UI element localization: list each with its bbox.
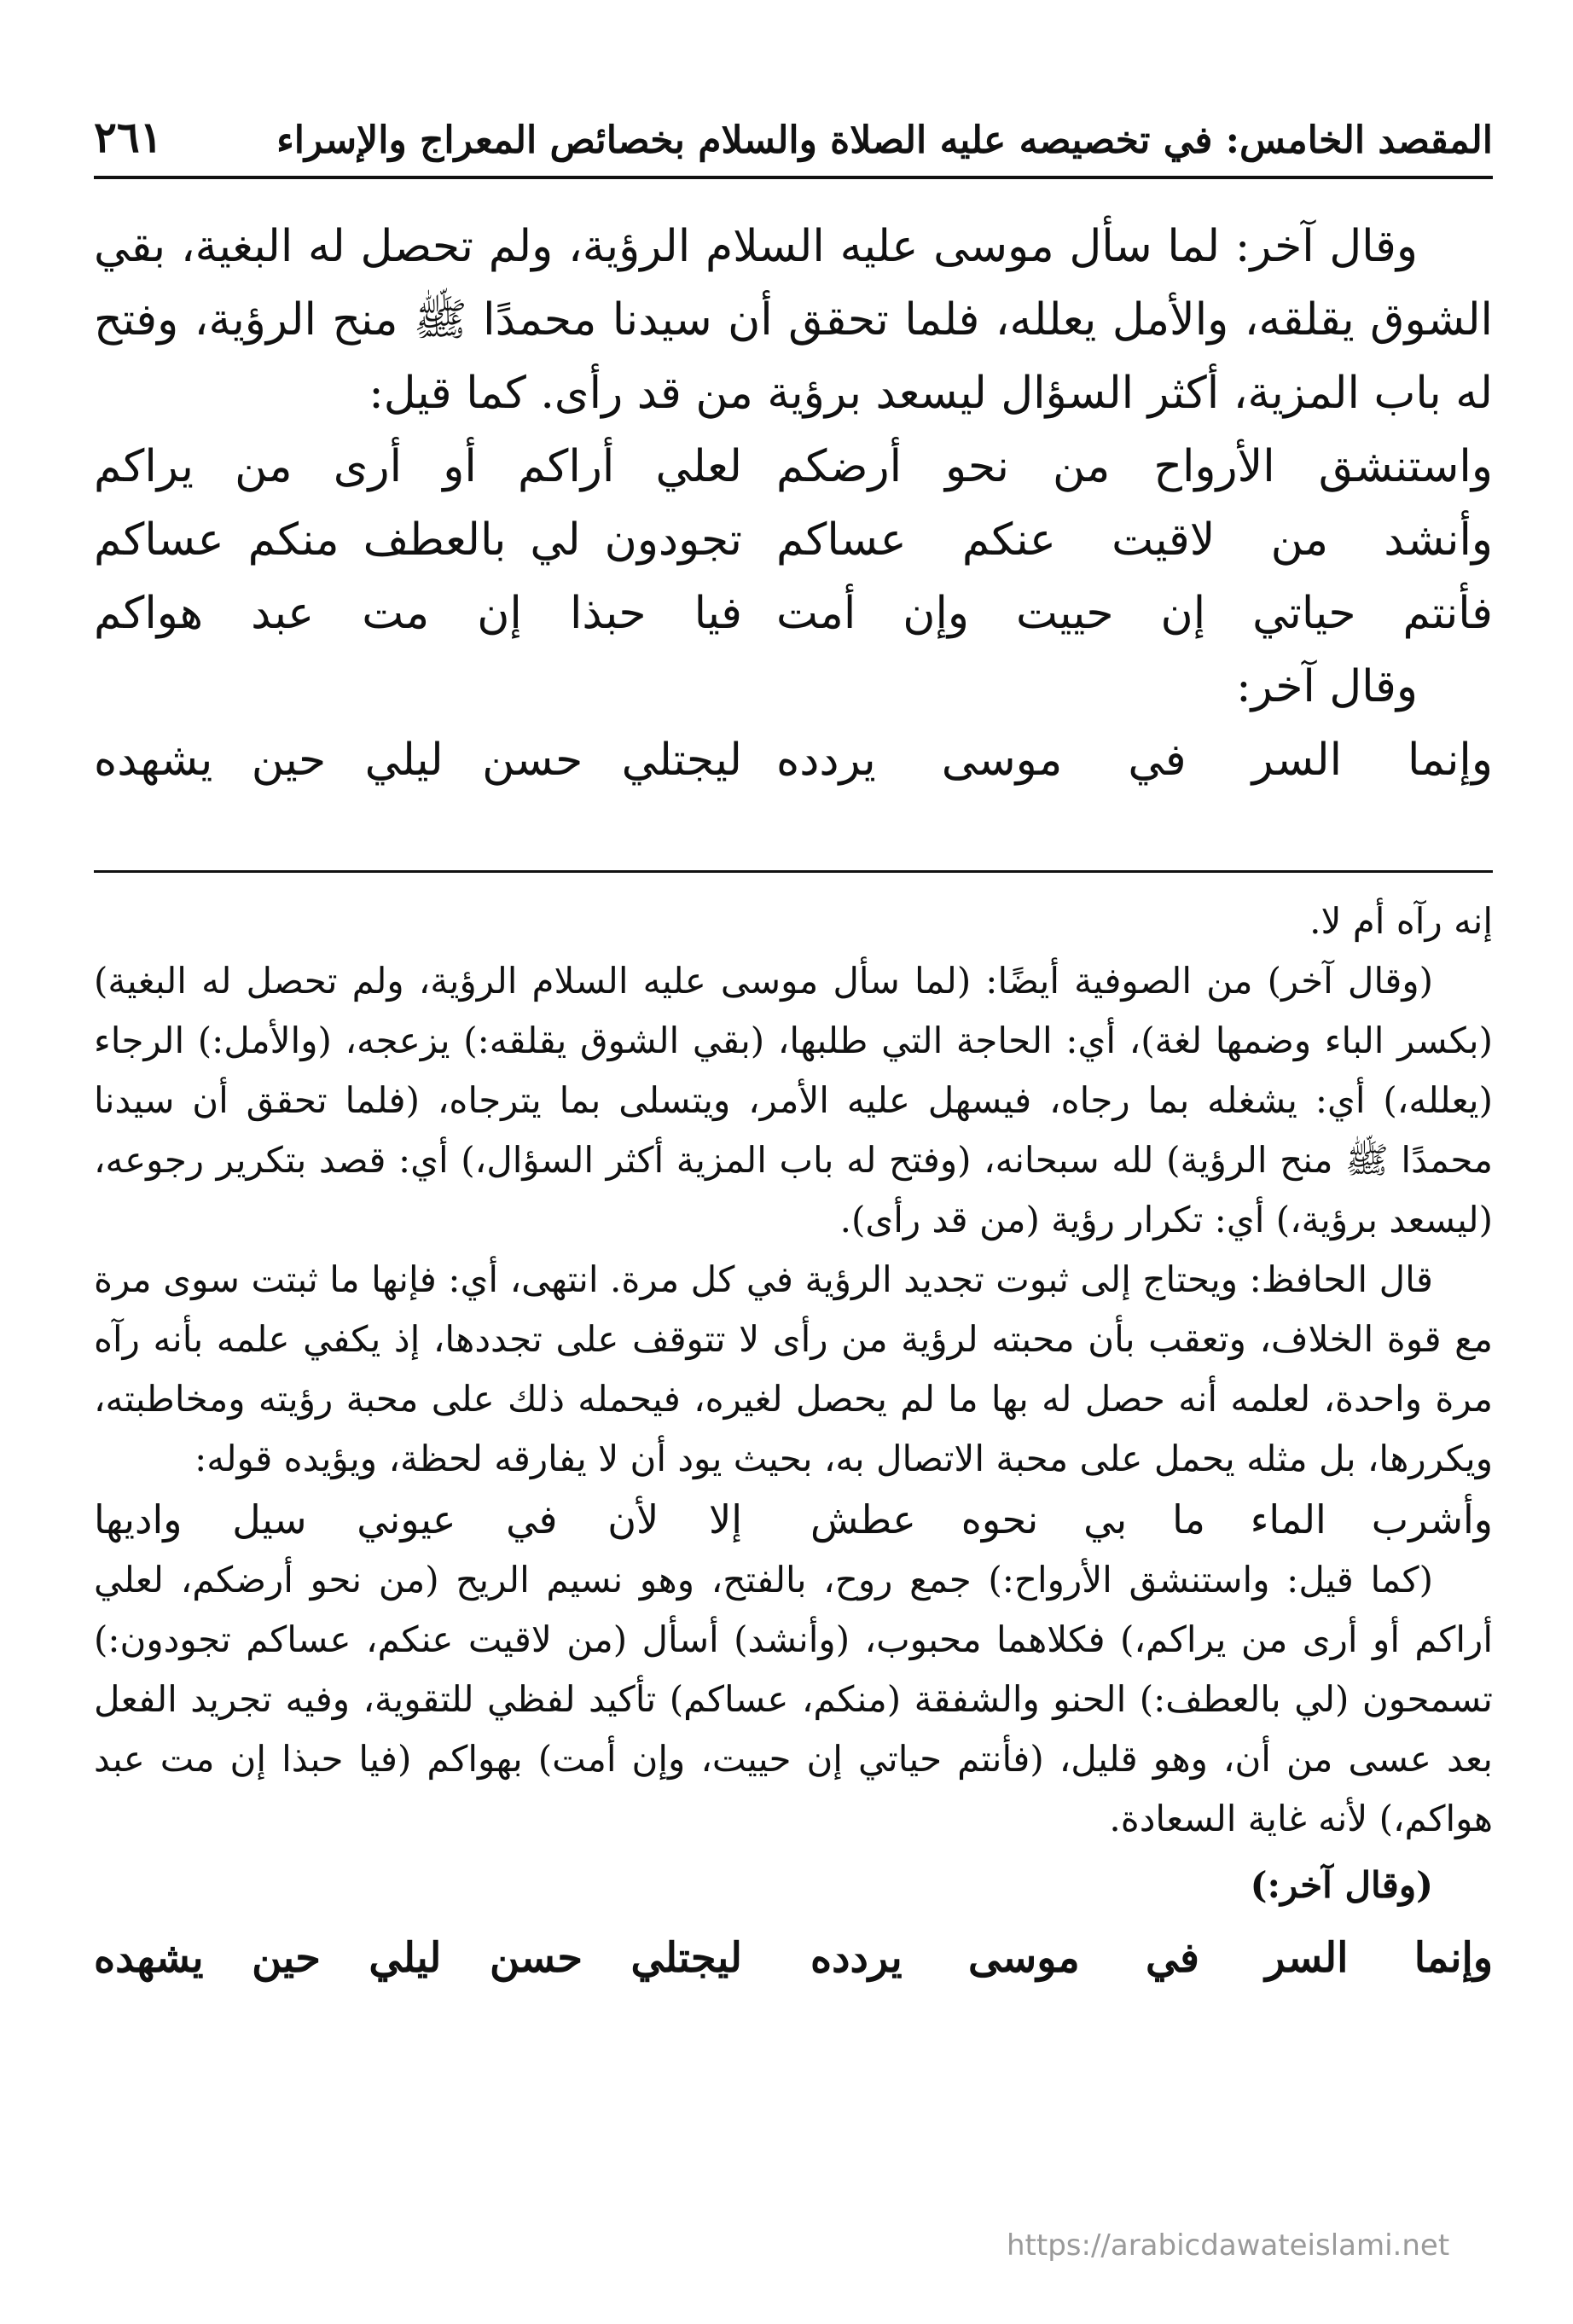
verse-second-hemistich: لعلي أراكم أو أرى من يراكم: [94, 441, 742, 492]
speaker-label: (وقال آخر:): [1250, 1864, 1433, 1906]
commentary-verse: [94, 1927, 1493, 1989]
verse-first-hemistich: وأشرب الماء ما بي نحوه عطش: [810, 1496, 1493, 1543]
verse-first-hemistich: وإنما السر في موسى يردده: [776, 735, 1493, 786]
speaker-label: وقال آخر:: [1236, 661, 1418, 712]
verse-second-hemistich: فيا حبذا إن مت عبد هواكم: [94, 588, 742, 639]
commentary-paragraph: (وقال آخر) من الصوفية أيضًا: (لما سأل موسى عليه السلام الرؤية، ولم تحصل له البغية) (بكسر الباء وضمها لغة)، أي: الحاجة التي طلبها، (بقي الشوق يقلقه:) يزعجه، (والأمل:) الرجاء (يعلله،) أي: يشغله بما رجاه، فيسهل عليه الأمر، ويتسلى بما يترجاه، (فلما تحقق أن سيدنا محمدًا ﷺ منح الرؤية) لله سبحانه، (وفتح له باب المزية أكثر السؤال،) أي: قصد بتكرير رجوعه، (ليسعد برؤية،) أي: تكرار رؤية (من قد رأى).: [94, 960, 1493, 1240]
commentary-paragraph: إنه رآه أم لا.: [1309, 900, 1493, 942]
running-title: المقصد الخامس: في تخصيصه عليه الصلاة والسلام بخصائص المعراج والإسراء: [276, 119, 1493, 162]
poem-verse: [94, 430, 1493, 503]
verse-first-hemistich: واستنشق الأرواح من نحو أرضكم: [776, 441, 1493, 492]
footnote-separator: [94, 870, 1493, 873]
poem-verse: [94, 723, 1493, 797]
verse-first-hemistich: وأنشد من لاقيت عنكم عساكم: [776, 514, 1493, 566]
commentary-paragraph: قال الحافظ: ويحتاج إلى ثبوت تجديد الرؤية في كل مرة. انتهى، أي: فإنها ما ثبتت سوى مرة مع قوة الخلاف، وتعقب بأن محبته لرؤية من رأى لا تتوقف على تجددها، إذ يكفي علمه بأنه رآه مرة واحدة، لعلمه أنه حصل له بها ما لم يحصل لغيره، فيحمله ذلك على محبة رؤيته ومخاطبته، ويكررها، بل مثله يحمل على محبة الاتصال به، بحيث يود أن لا يفارقه لحظة، ويؤيده قوله:: [94, 1258, 1493, 1479]
commentary-text: [94, 892, 1493, 1989]
verse-first-hemistich: فأنتم حياتي إن حييت وإن أمت: [776, 588, 1493, 639]
verse-second-hemistich: إلا لأن في عيوني سيل واديها: [94, 1496, 742, 1543]
main-text: [94, 210, 1493, 797]
main-paragraph: وقال آخر: لما سأل موسى عليه السلام الرؤية، ولم تحصل له البغية، بقي الشوق يقلقه، والأمل يعلله، فلما تحقق أن سيدنا محمدًا ﷺ منح الرؤية، وفتح له باب المزية، أكثر السؤال ليسعد برؤية من قد رأى. كما قيل:: [94, 221, 1493, 419]
verse-second-hemistich: ليجتلي حسن ليلي حين يشهده: [94, 1934, 742, 1982]
verse-second-hemistich: تجودون لي بالعطف منكم عساكم: [94, 514, 742, 566]
commentary-verse: [94, 1489, 1493, 1550]
page-number: ٢٦١: [94, 112, 163, 162]
poem-verse: [94, 577, 1493, 650]
book-page: [94, 102, 1493, 2286]
verse-first-hemistich: وإنما السر في موسى يردده: [810, 1934, 1493, 1982]
commentary-paragraph: (كما قيل: واستنشق الأرواح:) جمع روح، بالفتح، وهو نسيم الريح (من نحو أرضكم، لعلي أراكم أو أرى من يراكم،) فكلاهما محبوب، (وأنشد) أسأل (من لاقيت عنكم، عساكم تجودون:) تسمحون (لي بالعطف:) الحنو والشفقة (منكم، عساكم) تأكيد لفظي للتقوية، وفيه تجريد الفعل بعد عسى من أن، وهو قليل، (فأنتم حياتي إن حييت، وإن أمت) بهواكم (فيا حبذا إن مت عبد هواكم،) لأنه غاية السعادة.: [94, 1559, 1493, 1839]
poem-verse: [94, 503, 1493, 577]
watermark-url: https://arabicdawateislami.net: [1007, 2228, 1450, 2263]
page-header: [94, 102, 1493, 179]
verse-second-hemistich: ليجتلي حسن ليلي حين يشهده: [94, 735, 742, 786]
